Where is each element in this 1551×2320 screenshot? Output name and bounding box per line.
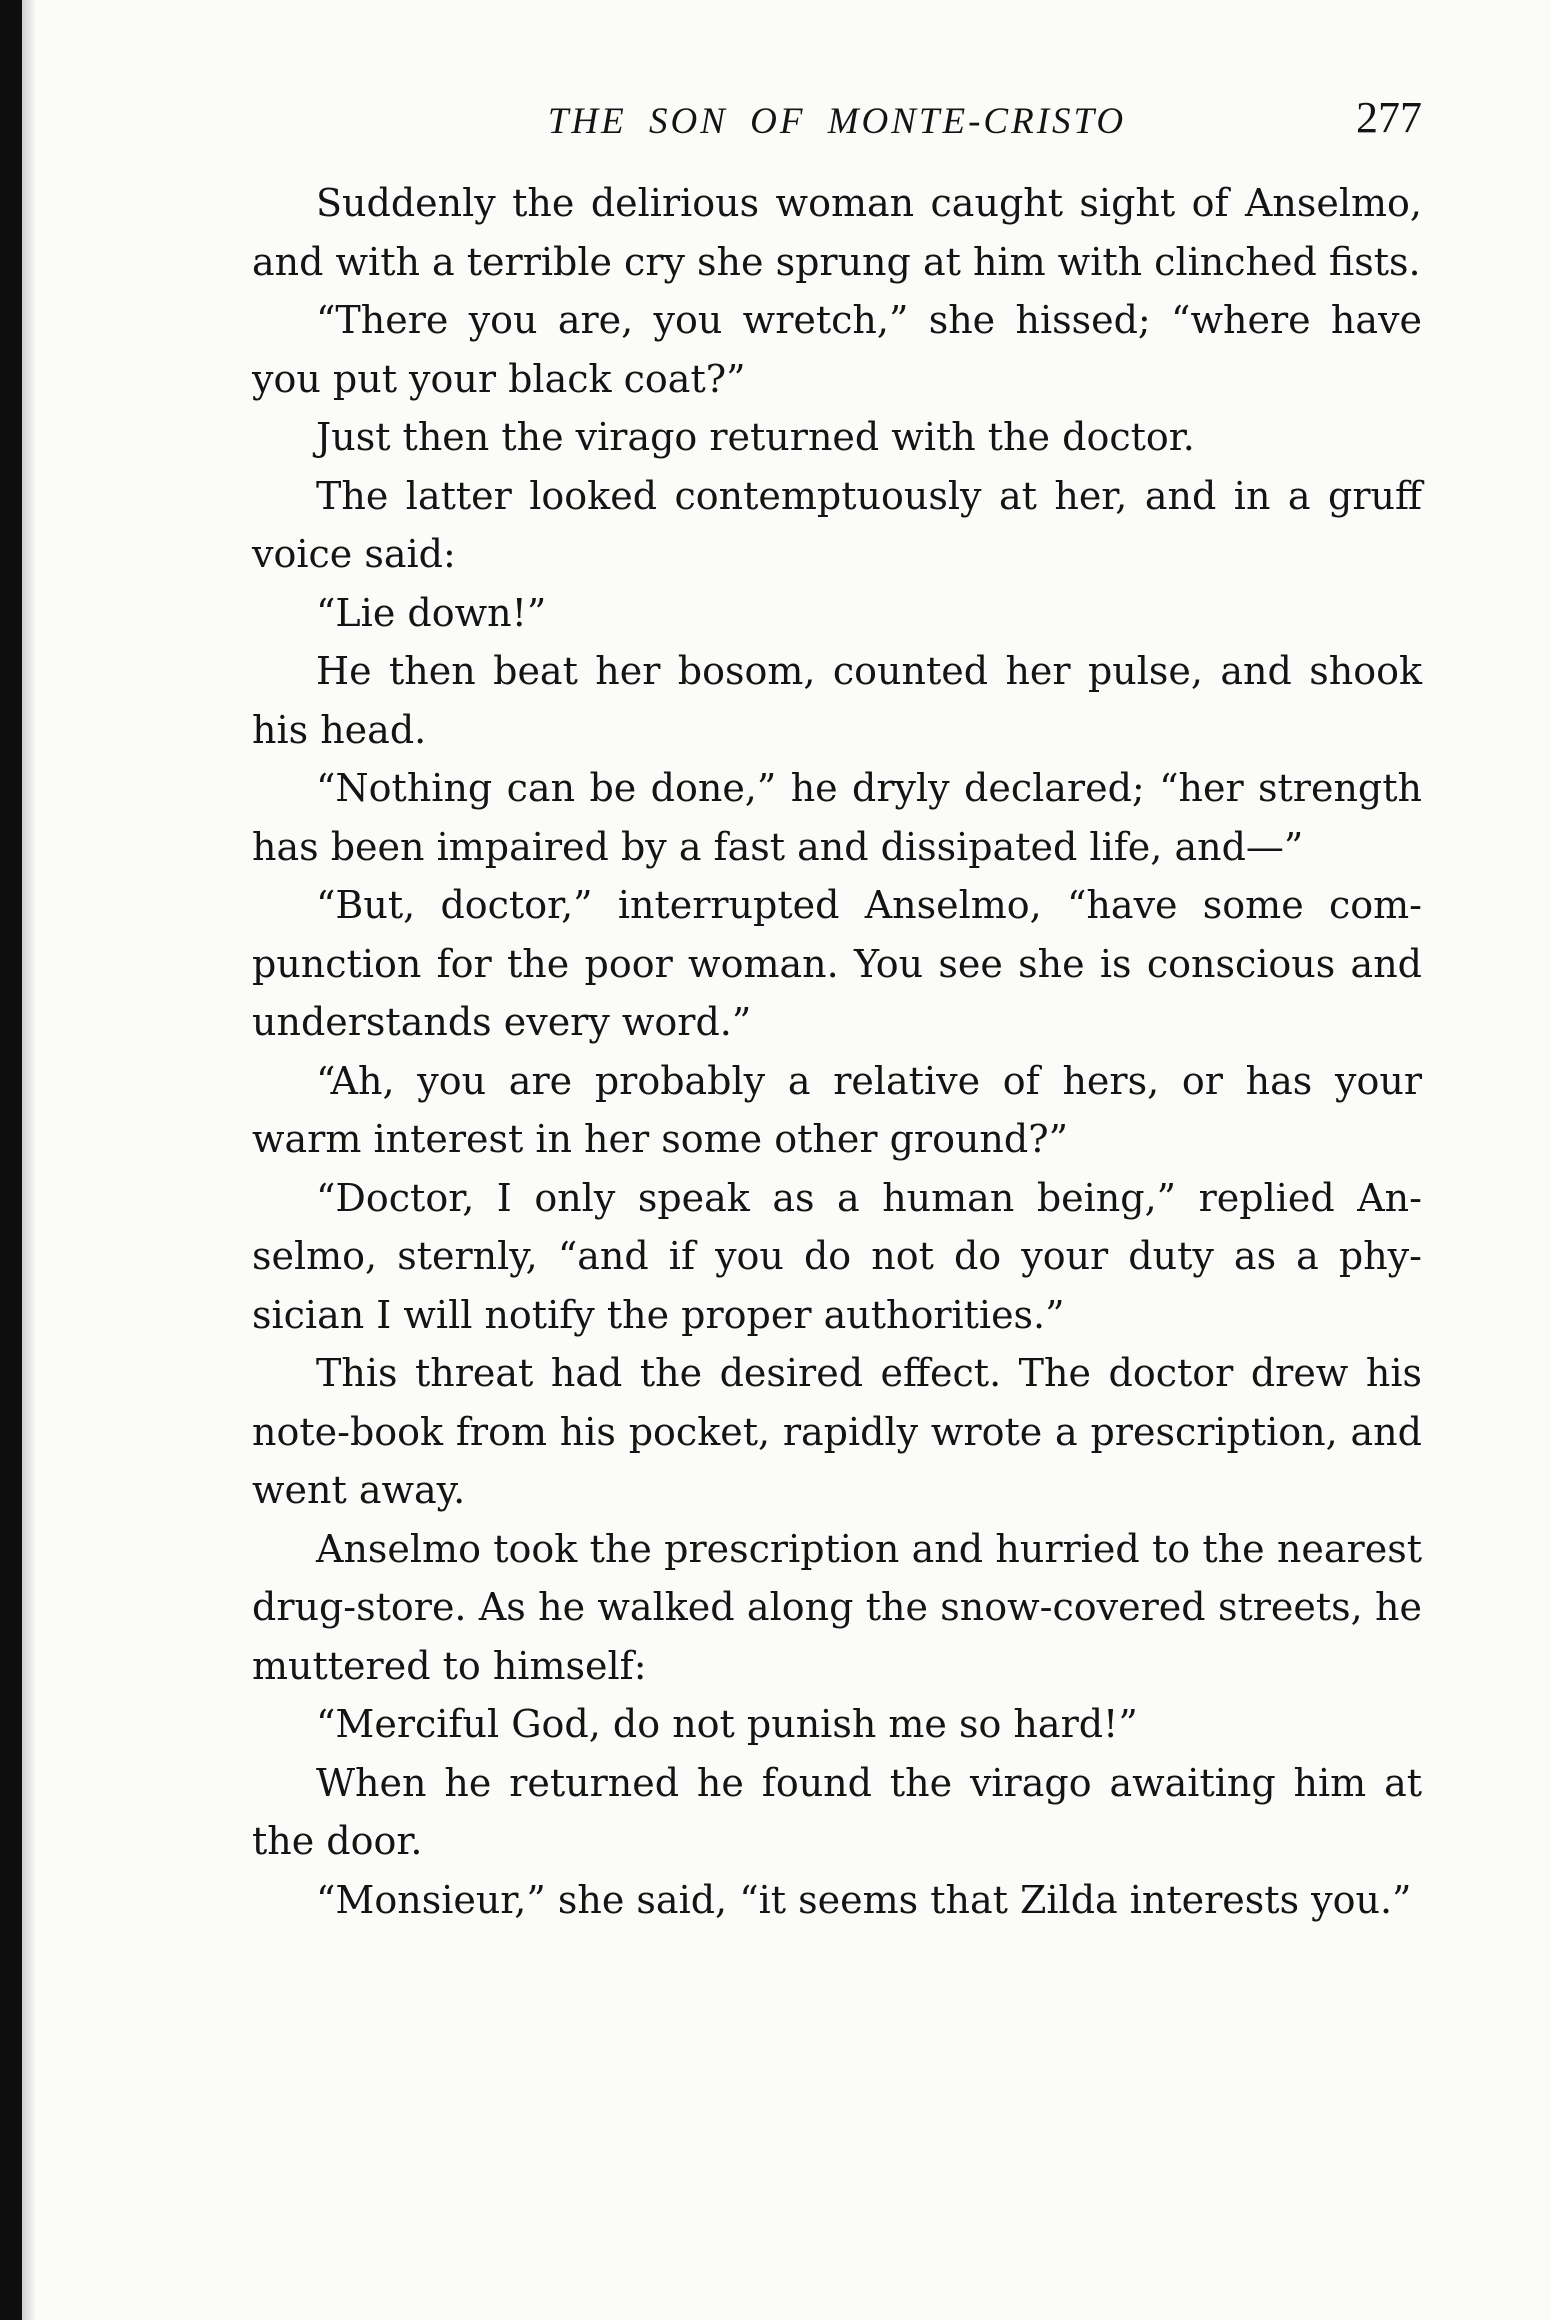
paragraph: “Nothing can be done,” he dryly declared; “her strength has been impaired by a fast and dissipated life, and—” xyxy=(252,766,1422,869)
paragraph: Suddenly the delirious woman caught sight of Anselmo, and with a terrible cry she sprung at him with clinched fists. xyxy=(252,181,1422,284)
book-page xyxy=(252,92,1422,1929)
running-title: THE SON OF MONTE-CRISTO xyxy=(547,101,1127,142)
paragraph: He then beat her bosom, counted her pulse, and shook his head. xyxy=(252,649,1422,752)
paragraph: “Merciful God, do not punish me so hard!” xyxy=(316,1702,1138,1746)
paragraph: The latter looked contemptuously at her, and in a gruff voice said: xyxy=(252,473,1422,576)
paragraph: Just then the virago returned with the doctor. xyxy=(316,415,1195,459)
paragraph: This threat had the desired effect. The doctor drew his note-book from his pocket, rapidly wrote a prescription, and went away. xyxy=(252,1351,1422,1512)
book-binding-edge xyxy=(0,0,22,2320)
running-head xyxy=(252,92,1422,152)
paragraph: “Ah, you are probably a relative of hers, or has your warm interest in her some other ground?” xyxy=(252,1058,1422,1161)
paragraph: “There you are, you wretch,” she hissed; “where have you put your black coat?” xyxy=(252,298,1422,401)
body-text xyxy=(252,174,1422,1929)
paragraph: Anselmo took the prescription and hurried to the nearest drug-store. As he walked along the snow-covered streets, he muttered to himself: xyxy=(252,1526,1422,1688)
paragraph: “Doctor, I only speak as a human being,” replied Anselmo, sternly, “and if you do not do your duty as a physician I will notify the proper authorities.” xyxy=(252,1175,1422,1337)
paragraph: When he returned he found the virago awaiting him at the door. xyxy=(252,1760,1422,1863)
page-number: 277 xyxy=(1356,93,1422,142)
paragraph: “Monsieur,” she said, “it seems that Zilda interests you.” xyxy=(316,1877,1412,1922)
paragraph: “Lie down!” xyxy=(316,590,547,635)
binding-shadow xyxy=(22,0,36,2320)
paragraph: “But, doctor,” interrupted Anselmo, “have some compunction for the poor woman. You see she is conscious and understands every word.” xyxy=(252,883,1422,1044)
